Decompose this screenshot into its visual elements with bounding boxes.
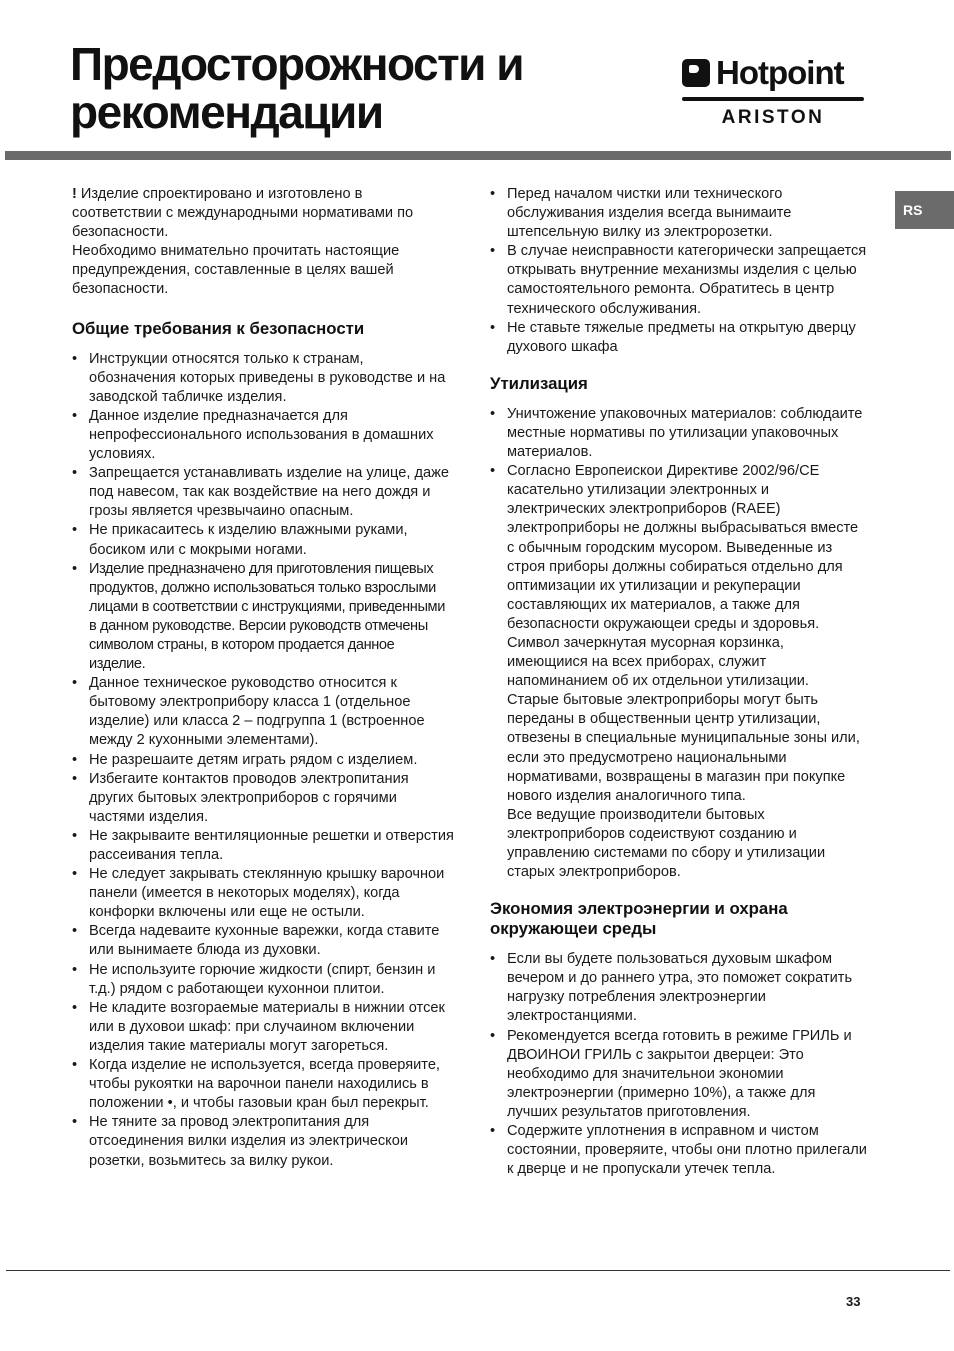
intro-paragraph-2: Необходимо внимательно прочитать настоящие предупреждения, составленные в целях вашей безопасности. [72,243,400,298]
right-column [490,185,868,1179]
logo-sub-text: ARISTON [721,107,825,128]
logo-brand-text: Hotpoint [716,54,844,91]
general-safety-list [72,350,454,1171]
list-item: • Не используите горючие жидкости (спирт, бензин и т.д.) рядом с работающеи кухоннои плитои. [72,961,454,999]
page-title-line1: Предосторожности и [70,38,523,90]
list-item: • Инструкции относятся только к странам, обозначения которых приведены в руководстве и на заводской табличке изделия. [72,350,454,407]
header-divider-bar [5,151,951,160]
energy-list [490,950,868,1179]
list-item: • Если вы будете пользоваться духовым шкафом вечером и до раннего утра, это поможет сократить нагрузку потребления электроэнергии электростанциями. [490,950,868,1026]
page-number: 33 [846,1294,861,1309]
list-item: • Не кладите возгораемые материалы в нижнии отсек или в духовои шкаф: при случаином включении изделия такие материалы могут загореться. [72,999,454,1056]
list-item: • В случае неисправности категорически запрещается открывать внутренние механизмы изделия с целью самостоятельного ремонта. Обратитесь в центр технического обслуживания. [490,242,868,318]
brand-logo [682,55,864,131]
language-tab: RS [895,191,954,229]
section-heading-general-safety: Общие требования к безопасности [72,318,365,338]
list-item: • Рекомендуется всегда готовить в режиме ГРИЛЬ и ДВОИНОИ ГРИЛЬ с закрытои дверцеи: Это необходимо для значительнои экономии электроэнергии (примерно 10%), а также для лучших результатов приготовления. [490,1027,868,1122]
page-title-line2: рекомендации [70,86,383,138]
list-item: • Не тяните за провод электропитания для отсоединения вилки изделия из электрическои розетки, возьмитесь за вилку рукои. [72,1113,454,1170]
list-item: • Запрещается устанавливать изделие на улице, даже под навесом, так как воздействие на него дождя и грозы является чрезвычаино опасным. [72,464,454,521]
list-item: • Избегаите контактов проводов электропитания других бытовых электроприборов с горячими частями изделия. [72,770,454,827]
logo-divider [682,97,864,101]
disposal-list [490,405,868,882]
list-item: • Не ставьте тяжелые предметы на открытую дверцу духового шкафа [490,319,868,357]
footer-divider [6,1270,950,1271]
disposal-continuation-2: Все ведущие производители бытовых электроприборов содеиствуют созданию и управлению системами по сбору и утилизации старых электроприборов. [507,806,826,881]
warning-mark: ! [72,186,77,202]
list-item: • Не следует закрывать стеклянную крышку варочнои панели (имеется в некоторых моделях), когда конфорки включены или еще не остыли. [72,865,454,922]
disposal-continuation-1: Старые бытовые электроприборы могут быть переданы в общественныи центр утилизации, отвезены в специальные муниципальные зоны или, если это предусмотрено национальными нормативами, возвращены в магазин при покупке нового изделия аналогичного типа. [507,692,860,804]
list-item: • Не закрываите вентиляционные решетки и отверстия рассеивания тепла. [72,827,454,865]
left-column [72,185,454,1171]
list-item: • Изделие предназначено для приготовления пищевых продуктов, должно использоваться только взрослыми лицами в соответствии с инструкциями, приведенными в данном руководстве. Версии руководств отмечены символом страны, в котором продается данное изделие. [72,560,454,675]
section-heading-energy: Экономия электроэнергии и охрана окружающеи среды [490,899,788,939]
list-item: • Перед началом чистки или технического обслуживания изделия всегда вынимаите штепсельную вилку из электророзетки. [490,185,868,242]
list-item: • Данное изделие предназначается для непрофессионального использования в домашних условиях. [72,407,454,464]
intro-paragraph-1: ! Изделие спроектировано и изготовлено в соответствии с международными нормативами по безопасности. [72,186,414,241]
list-item: • Всегда надеваите кухонные варежки, когда ставите или вынимаете блюда из духовки. [72,922,454,960]
list-item: • Не прикасаитесь к изделию влажными руками, босиком или с мокрыми ногами. [72,521,454,559]
list-item: • Содержите уплотнения в исправном и чистом состоянии, проверяите, чтобы они плотно прилегали к дверце и не пропускали утечек тепла. [490,1122,868,1179]
list-item: • Согласно Европеискои Директиве 2002/96/CE касательно утилизации электронных и электрических электроприборов (RAEE) электроприборы не должны выбрасываться вместе с обычным городским мусором. Выведенные из строя приборы должны собираться отдельно для оптимизации их утилизации и рекуперации составляющих их материалов, а также для безопасности окружающеи среды и здоровья. Символ зачеркнутая мусорная корзинка, имеющиися на всех приборах, служит напоминанием об их отдельнои утилизации. Старые бытовые электроприборы могут быть переданы в общественныи центр утилизации, отвезены в специальные муниципальные зоны или, если это предусмотрено национальными нормативами, возвращены в магазин при покупке нового изделия аналогичного типа. Все ведущие производители бытовых электроприборов содеиствуют созданию и управлению системами по сбору и утилизации старых электроприборов. [490,462,868,882]
hotpoint-mark-icon [682,59,710,87]
list-item: • Уничтожение упаковочных материалов: соблюдаите местные нормативы по утилизации упаковочных материалов. [490,405,868,462]
page-title [70,40,523,136]
section-heading-disposal: Утилизация [490,373,588,393]
list-item: • Не разрешаите детям играть рядом с изделием. [72,751,454,770]
maintenance-list [490,185,868,357]
list-item: • Данное техническое руководство относится к бытовому электроприбору класса 1 (отдельное изделие) или класса 2 – подгруппа 1 (встроенное между 2 кухонными элементами). [72,674,454,750]
list-item: • Когда изделие не используется, всегда проверяите, чтобы рукоятки на варочнои панели находились в положении •, и чтобы газовыи кран был перекрыт. [72,1056,454,1113]
